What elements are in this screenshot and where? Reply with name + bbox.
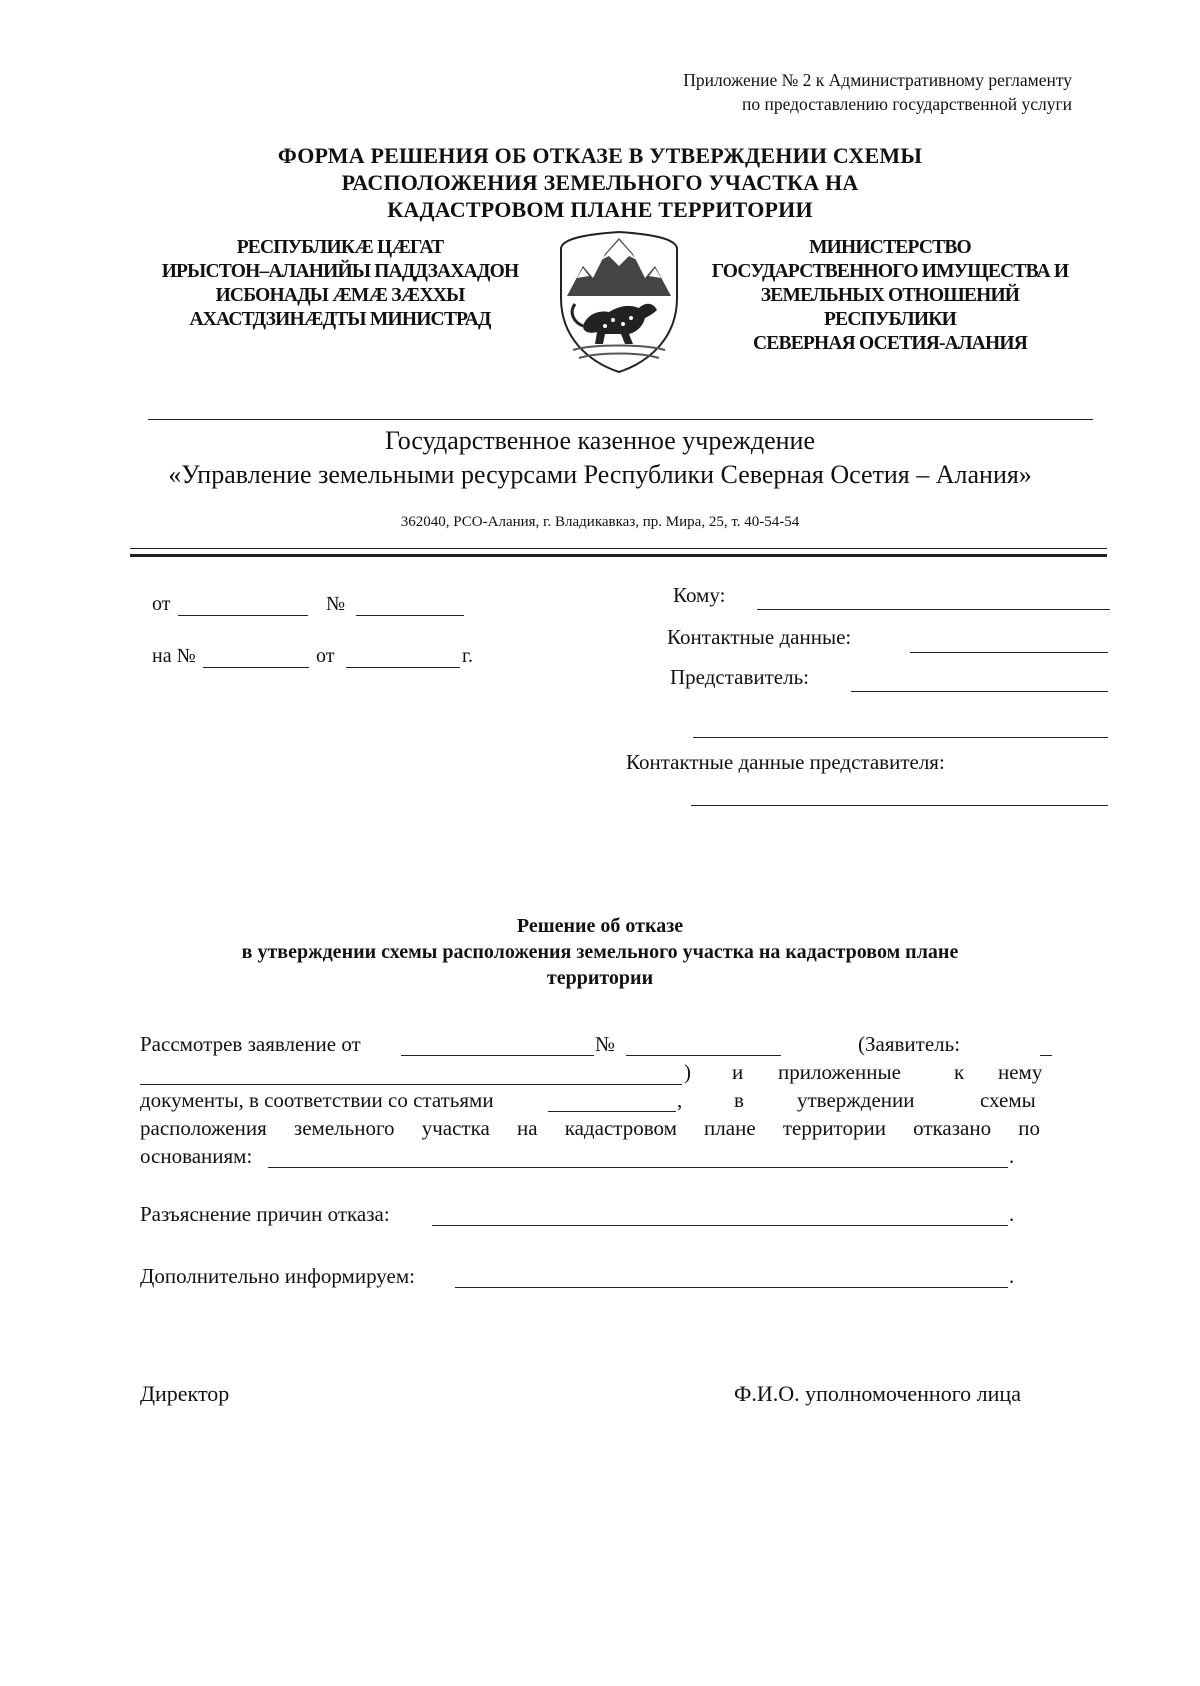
body-considered-label: Рассмотрев заявление от — [140, 1032, 361, 1056]
representative-field-line-2[interactable] — [693, 737, 1108, 738]
recipient-field-line[interactable] — [757, 609, 1110, 610]
header-right-line-5: СЕВЕРНАЯ ОСЕТИЯ-АЛАНИЯ — [753, 333, 1027, 354]
body-word-in: в — [734, 1088, 744, 1112]
body-comma: , — [677, 1088, 683, 1112]
annex-note — [683, 68, 1072, 116]
institution-name — [0, 424, 1200, 492]
header-right-line-4: РЕСПУБЛИКИ — [824, 309, 956, 330]
body-word-it: нему — [998, 1060, 1043, 1084]
ref-date-field-line[interactable] — [346, 667, 460, 668]
year-suffix: г. — [462, 645, 473, 667]
double-rule-thin — [130, 548, 1107, 549]
application-number-label: № — [595, 1032, 616, 1056]
explanation-period: . — [1009, 1202, 1015, 1226]
header-right-line-1: МИНИСТЕРСТВО — [809, 237, 971, 258]
body-word-to: к — [954, 1060, 965, 1084]
institution-address: 362040, РСО-Алания, г. Владикавказ, пр. Мира, 25, т. 40-54-54 — [400, 514, 800, 530]
form-title-line-1: ФОРМА РЕШЕНИЯ ОБ ОТКАЗЕ В УТВЕРЖДЕНИИ СХЕМЫ — [277, 143, 923, 168]
additional-info-label: Дополнительно информируем: — [140, 1264, 415, 1288]
rep-contact-label: Контактные данные представителя: — [626, 750, 945, 774]
header-right-line-3: ЗЕМЕЛЬНЫХ ОТНОШЕНИЙ — [760, 285, 1020, 306]
body-word-scheme: схемы — [980, 1088, 1036, 1112]
grounds-label: основаниям: — [140, 1144, 253, 1168]
header-ministry-russian — [700, 236, 1080, 356]
ref-number-label: на № — [152, 645, 196, 667]
form-title — [0, 142, 1200, 223]
number-label: № — [326, 593, 346, 615]
signature-official-name: Ф.И.О. уполномоченного лица — [734, 1381, 1021, 1406]
header-left-line-1: РЕСПУБЛИКӔ ЦӔГАТ — [236, 237, 444, 258]
date-field-line[interactable] — [178, 615, 308, 616]
annex-line-2: по предоставлению государственной услуги — [742, 94, 1072, 114]
annex-line-1: Приложение № 2 к Административному регламенту — [683, 70, 1072, 90]
institution-line-1: Государственное казенное учреждение — [385, 426, 815, 455]
additional-info-field-line[interactable] — [455, 1287, 1008, 1288]
form-title-line-2: РАСПОЛОЖЕНИЯ ЗЕМЕЛЬНОГО УЧАСТКА НА — [341, 170, 859, 195]
representative-field-line[interactable] — [851, 691, 1108, 692]
header-divider — [148, 419, 1093, 420]
application-number-line[interactable] — [626, 1055, 781, 1056]
body-line-location: расположения земельного участка на кадастровом плане территории отказано по — [140, 1116, 1040, 1140]
decision-title-line-1: Решение об отказе — [516, 915, 684, 937]
institution-line-2: «Управление земельными ресурсами Республики Северная Осетия – Алания» — [168, 460, 1032, 489]
rep-contact-field-line[interactable] — [691, 805, 1108, 806]
articles-field-line[interactable] — [548, 1111, 676, 1112]
decision-title-line-2: в утверждении схемы расположения земельного участка на кадастровом плане — [241, 941, 959, 963]
decision-title — [0, 913, 1200, 991]
header-left-line-2: ИРЫСТОН–АЛАНИЙЫ ПАДДЗАХАДОН — [161, 261, 519, 282]
body-word-approval: утверждении — [797, 1088, 915, 1112]
explanation-field-line[interactable] — [432, 1225, 1008, 1226]
header-left-line-3: ИСБОНАДЫ ӔМӔ ЗӔХХЫ — [215, 285, 465, 306]
applicant-close-paren: ) — [684, 1060, 691, 1084]
contact-label: Контактные данные: — [667, 625, 852, 649]
applicant-line-start[interactable] — [1040, 1055, 1052, 1056]
number-field-line[interactable] — [356, 615, 464, 616]
body-word-attached: приложенные — [778, 1060, 901, 1084]
recipient-label: Кому: — [673, 583, 726, 607]
grounds-period: . — [1009, 1144, 1015, 1168]
header-ministry-ossetian — [130, 236, 550, 332]
double-rule-thick — [130, 554, 1107, 557]
coat-of-arms-emblem — [553, 226, 685, 376]
explanation-label: Разъяснение причин отказа: — [140, 1202, 390, 1226]
form-title-line-3: КАДАСТРОВОМ ПЛАНЕ ТЕРРИТОРИИ — [387, 197, 813, 222]
body-word-and: и — [732, 1060, 744, 1084]
header-left-line-4: АХАСТДЗИНӔДТЫ МИНИСТРАД — [189, 309, 491, 330]
decision-title-line-3: территории — [546, 967, 654, 989]
applicant-field-line[interactable] — [140, 1084, 682, 1085]
signature-position: Директор — [140, 1381, 230, 1406]
grounds-field-line[interactable] — [268, 1167, 794, 1168]
applicant-label: (Заявитель: — [858, 1032, 961, 1056]
header-right-line-2: ГОСУДАРСТВЕННОГО ИМУЩЕСТВА И — [711, 261, 1069, 282]
body-documents-articles: документы, в соответствии со статьями — [140, 1088, 494, 1112]
ref-number-field-line[interactable] — [203, 667, 309, 668]
date-label-ot: от — [152, 593, 171, 615]
contact-field-line[interactable] — [910, 652, 1108, 653]
ref-date-label-ot: от — [316, 645, 335, 667]
grounds-field-line-end[interactable] — [794, 1167, 1008, 1168]
additional-info-period: . — [1009, 1264, 1015, 1288]
representative-label: Представитель: — [670, 665, 810, 689]
application-date-line[interactable] — [401, 1055, 594, 1056]
